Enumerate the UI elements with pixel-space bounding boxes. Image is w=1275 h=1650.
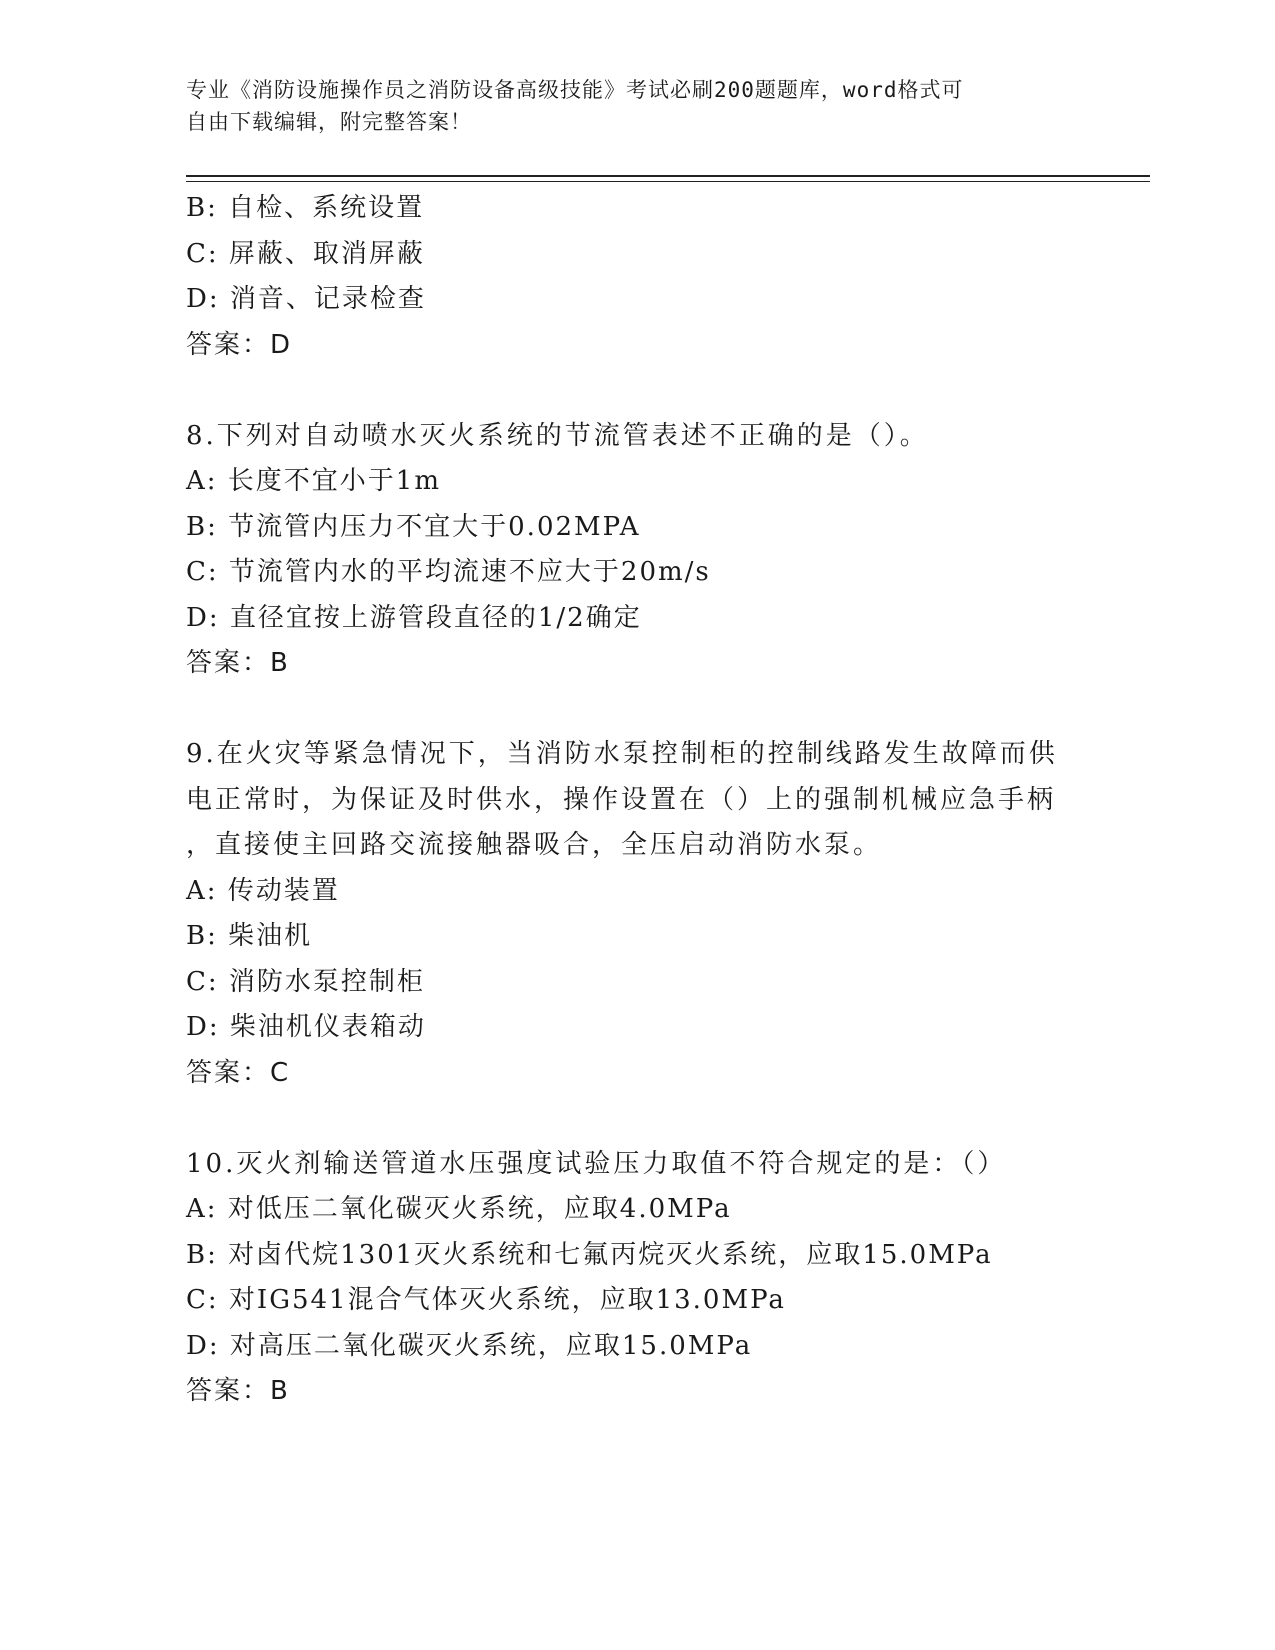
answer-line: 答案：B bbox=[186, 1376, 290, 1406]
option-a: A: 传动装置 bbox=[186, 875, 340, 906]
question-stem: 8.下列对自动喷水灭火系统的节流管表述不正确的是（）。 bbox=[186, 420, 929, 451]
question-stem: 10.灭火剂输送管道水压强度试验压力取值不符合规定的是：（） bbox=[186, 1148, 1007, 1179]
option-d: D: 消音、记录检查 bbox=[186, 284, 426, 314]
question-stem: 电正常时，为保证及时供水，操作设置在（）上的强制机械应急手柄 bbox=[186, 784, 1057, 815]
header-line-1: 专业《消防设施操作员之消防设备高级技能》考试必刷200题题库，word格式可 bbox=[186, 78, 964, 102]
question-block bbox=[186, 186, 1086, 368]
answer-line: 答案：C bbox=[186, 1057, 291, 1088]
header-line-2: 自由下载编辑，附完整答案！ bbox=[186, 110, 472, 134]
option-a: A: 对低压二氧化碳灭火系统，应取4.0MPa bbox=[186, 1194, 732, 1224]
option-c: C: 节流管内水的平均流速不应大于20m/s bbox=[186, 557, 711, 587]
option-b: B: 柴油机 bbox=[186, 921, 313, 951]
question-block bbox=[186, 732, 1086, 1096]
option-d: D: 直径宜按上游管段直径的1/2确定 bbox=[186, 602, 642, 633]
question-block bbox=[186, 1142, 1086, 1415]
spacer bbox=[186, 1096, 1086, 1142]
option-b: B: 节流管内压力不宜大于0.02MPA bbox=[186, 511, 641, 542]
option-c: C: 对IG541混合气体灭火系统，应取13.0MPa bbox=[186, 1285, 786, 1315]
spacer bbox=[186, 687, 1086, 733]
question-stem: 9.在火灾等紧急情况下，当消防水泵控制柜的控制线路发生故障而供 bbox=[186, 739, 1058, 769]
header-divider bbox=[186, 175, 1150, 177]
header-divider-thin bbox=[186, 181, 1150, 182]
option-c: C: 消防水泵控制柜 bbox=[186, 966, 425, 997]
answer-line: 答案：D bbox=[186, 329, 293, 360]
answer-line: 答案：B bbox=[186, 648, 290, 678]
option-a: A: 长度不宜小于1m bbox=[186, 466, 441, 496]
question-list bbox=[186, 186, 1086, 1415]
option-b: B: 自检、系统设置 bbox=[186, 193, 425, 223]
question-block bbox=[186, 414, 1086, 687]
document-header bbox=[186, 74, 1066, 138]
question-stem: ，直接使主回路交流接触器吸合，全压启动消防水泵。 bbox=[186, 830, 883, 860]
option-c: C: 屏蔽、取消屏蔽 bbox=[186, 238, 425, 269]
option-d: D: 柴油机仪表箱动 bbox=[186, 1012, 426, 1042]
option-d: D: 对高压二氧化碳灭火系统，应取15.0MPa bbox=[186, 1330, 753, 1361]
option-b: B: 对卤代烷1301灭火系统和七氟丙烷灭火系统，应取15.0MPa bbox=[186, 1239, 993, 1270]
spacer bbox=[186, 368, 1086, 414]
